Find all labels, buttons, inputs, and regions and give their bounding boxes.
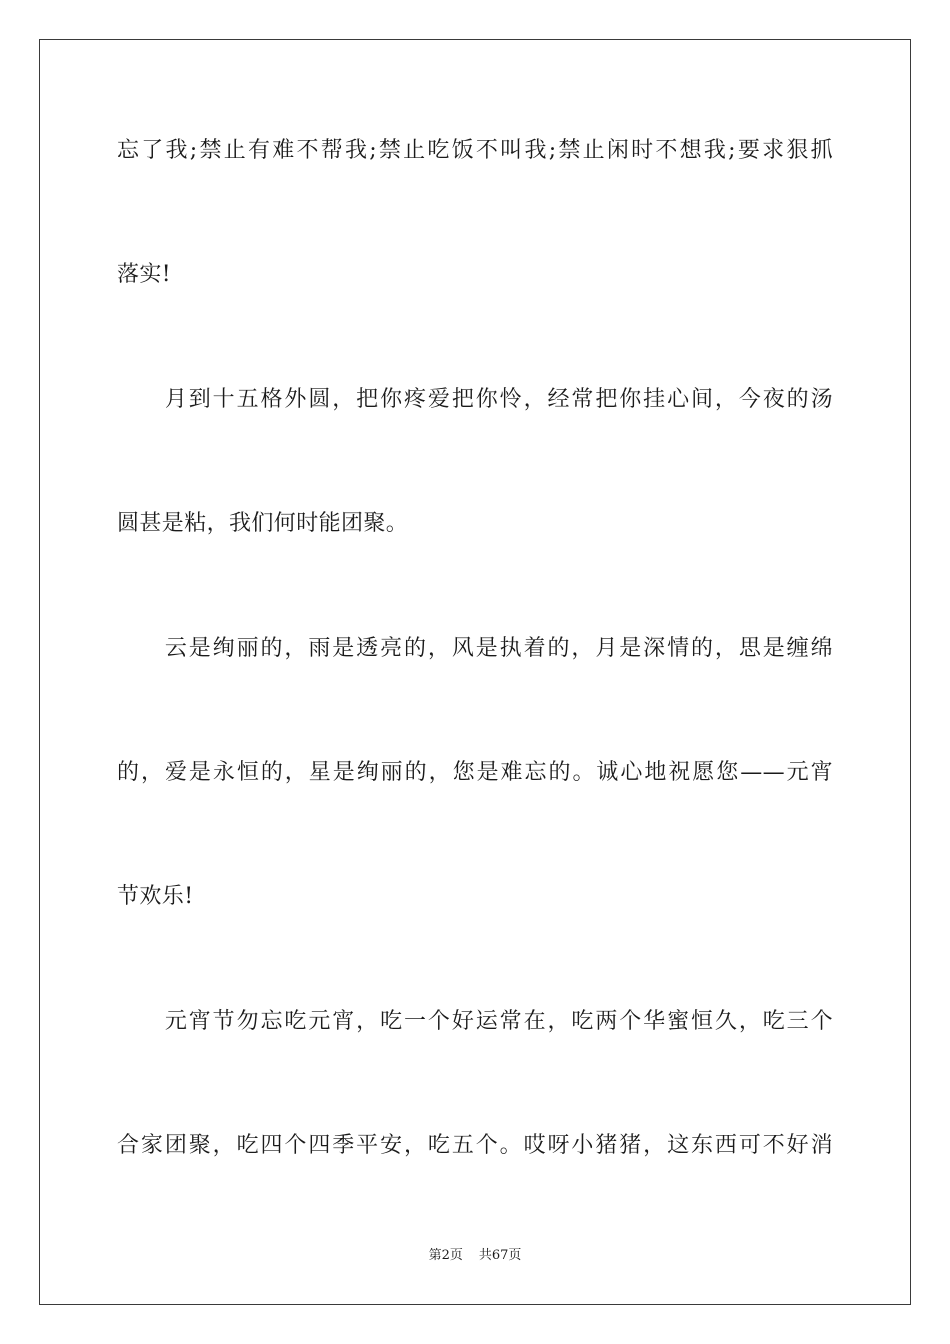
text-line: 节欢乐! (117, 884, 194, 909)
text-line: 云是绚丽的，雨是透亮的，风是执着的，月是深情的，思是缠绵 (117, 636, 833, 661)
page-frame (39, 39, 911, 1305)
text-line: 落实! (117, 262, 172, 287)
text-line: 忘了我;禁止有难不帮我;禁止吃饭不叫我;禁止闲时不想我;要求狠抓 (117, 138, 833, 163)
text-line: 的，爱是永恒的，星是绚丽的，您是难忘的。诚心地祝愿您——元宵 (117, 760, 833, 785)
page-number: 第2页 (428, 1248, 463, 1263)
text-line: 合家团聚，吃四个四季平安，吃五个。哎呀小猪猪，这东西可不好消 (117, 1133, 833, 1158)
page-footer (0, 1247, 950, 1265)
text-line: 圆甚是粘，我们何时能团聚。 (117, 511, 409, 536)
page-total: 共67页 (478, 1248, 522, 1263)
text-line: 月到十五格外圆，把你疼爱把你怜，经常把你挂心间，今夜的汤 (117, 387, 833, 412)
text-line: 元宵节勿忘吃元宵，吃一个好运常在，吃两个华蜜恒久，吃三个 (117, 1009, 833, 1034)
